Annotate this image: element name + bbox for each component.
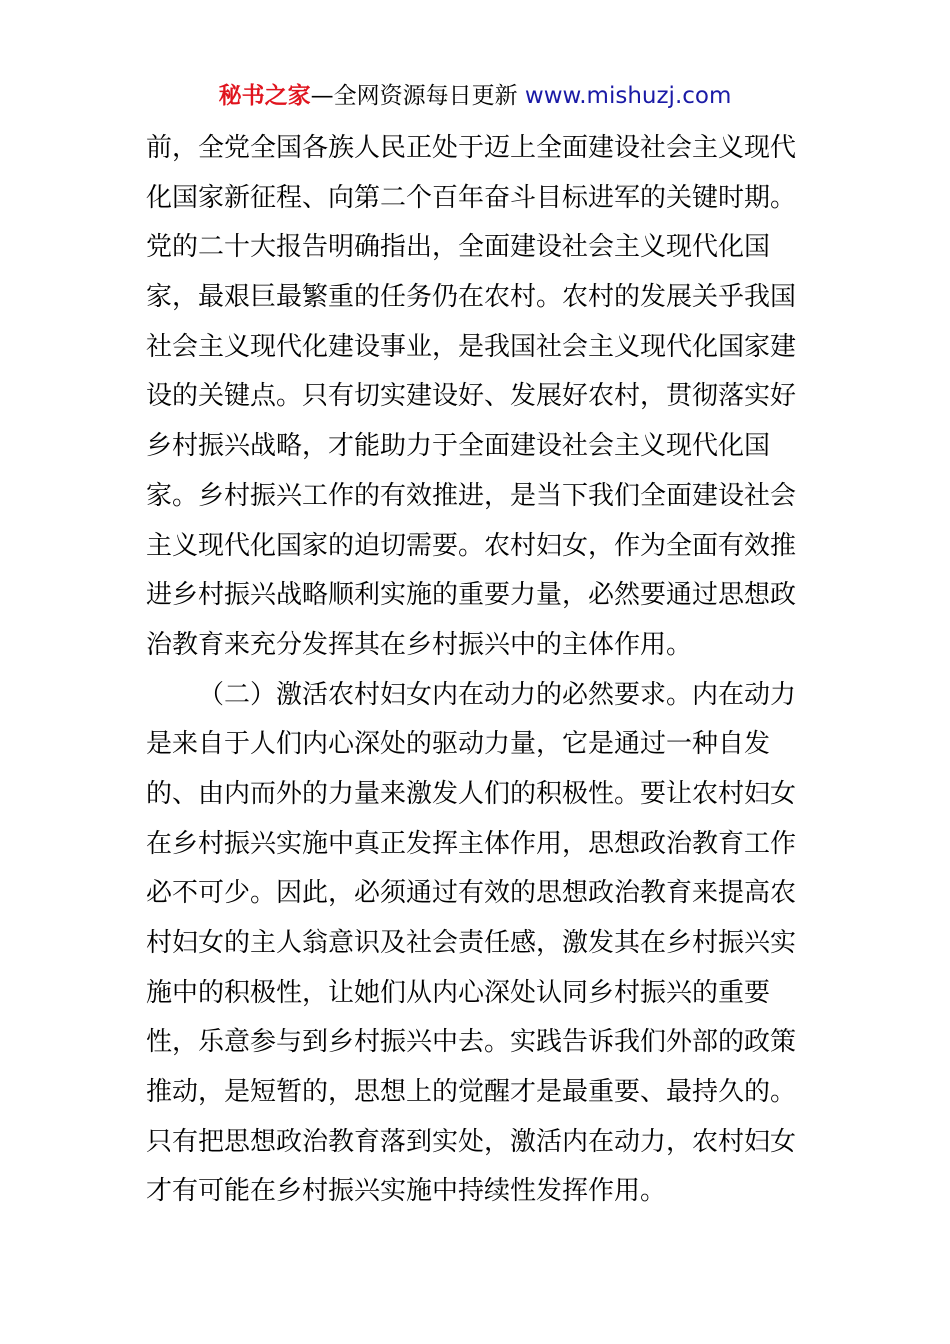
text-line: 是来自于人们内心深处的驱动力量，它是通过一种自发 [146,729,771,760]
text-line: 性，乐意参与到乡村振兴中去。实践告诉我们外部的政策 [146,1027,796,1058]
text-line: 只有把思想政治教育落到实处，激活内在动力，农村妇女 [146,1126,796,1157]
text-line: 治教育来充分发挥其在乡村振兴中的主体作用。 [146,629,693,660]
text-line: 家，最艰巨最繁重的任务仍在农村。农村的发展关乎我国 [146,282,796,313]
text-line: 主义现代化国家的迫切需要。农村妇女，作为全面有效推 [146,530,796,561]
text-line: 社会主义现代化建设事业，是我国社会主义现代化国家建 [146,331,796,362]
text-line: 在乡村振兴实施中真正发挥主体作用，思想政治教育工作 [146,828,796,859]
text-line: 村妇女的主人翁意识及社会责任感，激发其在乡村振兴实 [146,928,796,958]
text-line: 家。乡村振兴工作的有效推进，是当下我们全面建设社会 [146,480,796,511]
section-heading-line: （二）激活农村妇女内在动力的必然要求。内在动力 [198,679,796,710]
text-line: 前，全党全国各族人民正处于迈上全面建设社会主义现代 [146,133,796,163]
text-line: 乡村振兴战略，才能助力于全面建设社会主义现代化国 [146,431,771,462]
text-line: 施中的积极性，让她们从内心深处认同乡村振兴的重要 [146,977,771,1008]
text-line: 必不可少。因此，必须通过有效的思想政治教育来提高农 [146,878,796,909]
site-url-link[interactable]: www.mishuzj.com [517,83,732,109]
text-line: 才有可能在乡村振兴实施中持续性发挥作用。 [146,1176,667,1207]
site-tagline: —全网资源每日更新 [310,83,518,109]
text-line: 推动，是短暂的，思想上的觉醒才是最重要、最持久的。 [146,1077,796,1108]
text-line: 的、由内而外的力量来激发人们的积极性。要让农村妇女 [146,778,796,809]
text-line: 进乡村振兴战略顺利实施的重要力量，必然要通过思想政 [146,580,796,611]
text-line: 设的关键点。只有切实建设好、发展好农村，贯彻落实好 [146,381,796,412]
text-line: 化国家新征程、向第二个百年奋斗目标进军的关键时期。 [146,182,796,213]
document-body [146,124,796,1217]
text-line: 党的二十大报告明确指出，全面建设社会主义现代化国 [146,232,771,263]
site-brand: 秘书之家 [218,83,311,109]
site-header [0,80,950,112]
